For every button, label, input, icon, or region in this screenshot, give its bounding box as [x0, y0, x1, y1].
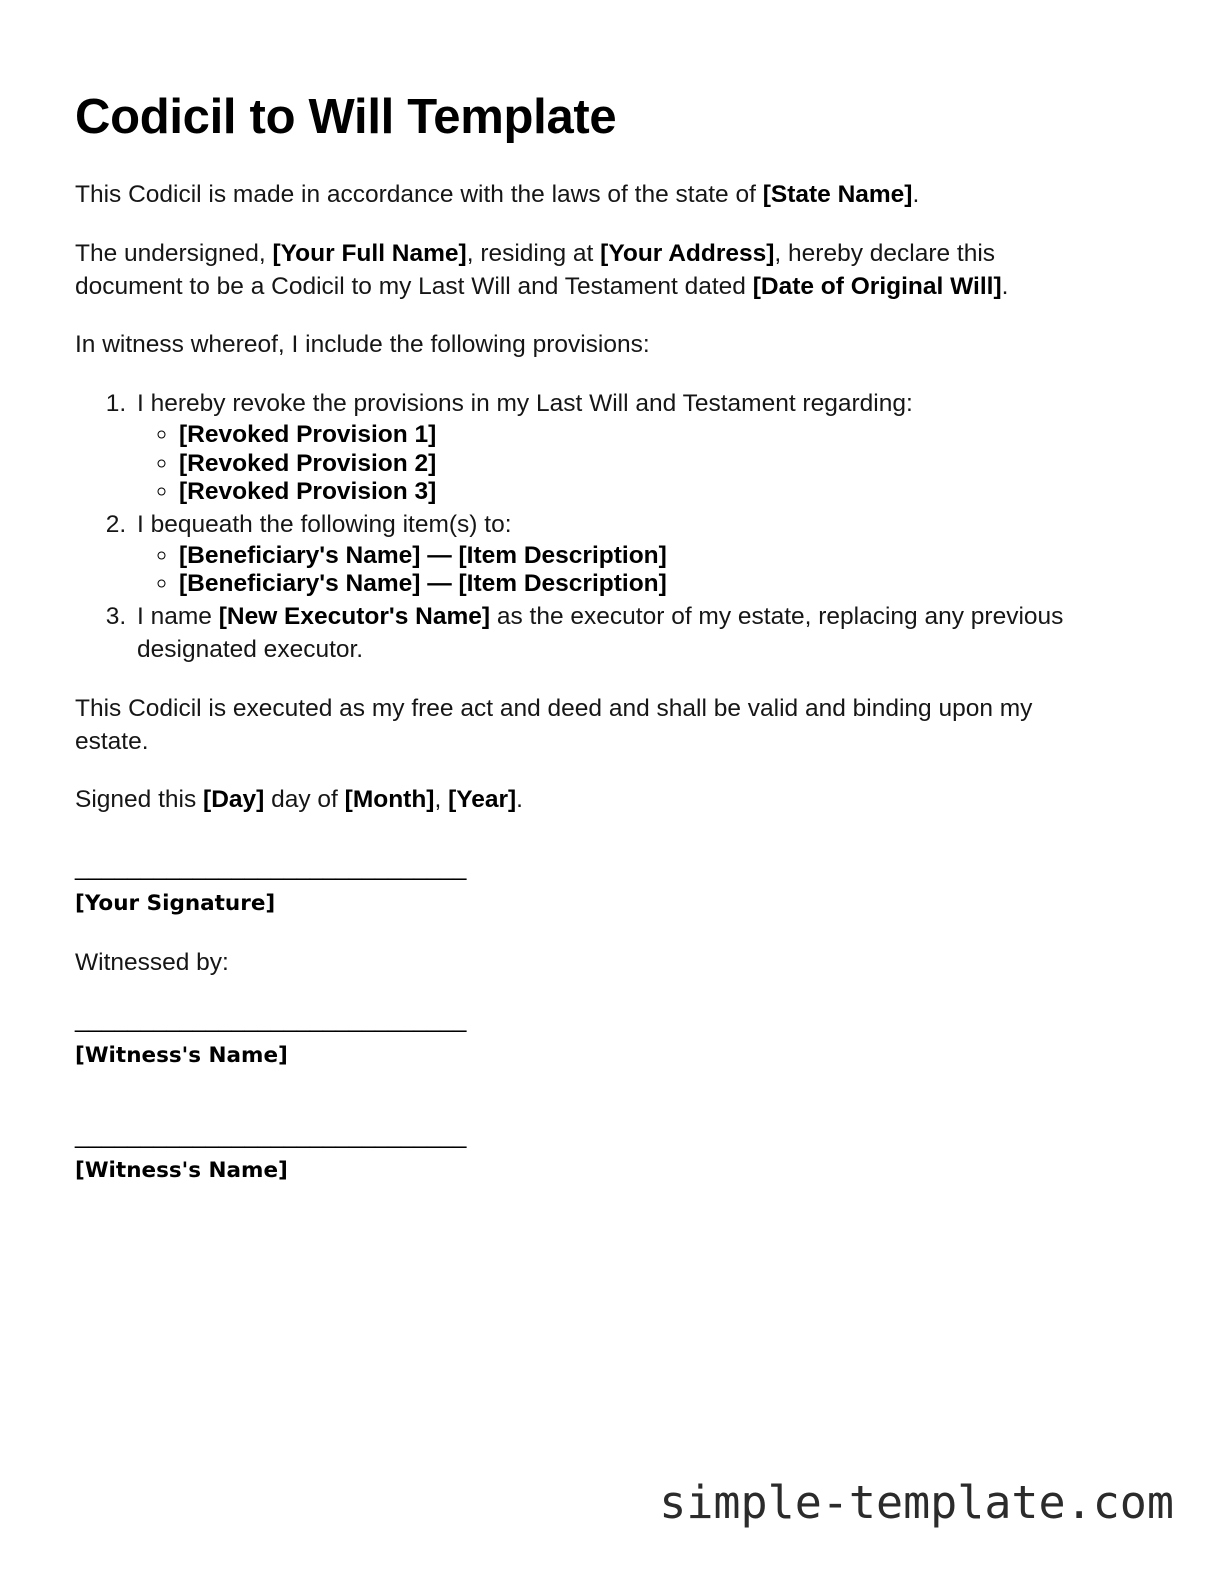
signed-text-2: day of: [264, 786, 345, 814]
placeholder-year: [Year]: [448, 786, 517, 814]
signature-block: [75, 854, 1105, 1184]
list-item: [133, 601, 1105, 667]
placeholder-month: [Month]: [344, 786, 435, 814]
placeholder-your-address: [Your Address]: [600, 239, 775, 267]
placeholder-state-name: [State Name]: [762, 180, 913, 208]
list-item: ◦ [Revoked Provision 3]: [179, 478, 1105, 507]
paragraph-undersigned: [75, 238, 1105, 304]
list-item: ◦ [Revoked Provision 2]: [179, 450, 1105, 479]
provision-text: I hereby revoke the provisions in my Last Will and Testament regarding:: [137, 390, 913, 418]
provisions-list: [75, 388, 1105, 667]
paragraph-witness-whereof: In witness whereof, I include the following provisions:: [75, 331, 650, 359]
placeholder-new-executor-name: [New Executor's Name]: [218, 603, 491, 631]
placeholder-original-will-date: [Date of Original Will]: [752, 272, 1002, 300]
undersigned-text-4: .: [1001, 272, 1009, 300]
list-item: ◦ [Beneficiary's Name] — [Item Description]: [179, 542, 1105, 571]
signature-line: ______________________________: [75, 854, 466, 882]
undersigned-text-1: The undersigned,: [75, 239, 273, 267]
watermark: simple-template.com: [659, 1476, 1174, 1529]
paragraph-state-law: [75, 179, 1105, 212]
signed-text-4: .: [516, 786, 523, 814]
paragraph-signed-date: [75, 784, 1105, 817]
list-item: [133, 509, 1105, 599]
witness-one-line: ______________________________: [75, 1006, 466, 1034]
page-title: Codicil to Will Template: [75, 90, 617, 144]
paragraph-execution: This Codicil is executed as my free act and deed and shall be valid and binding upon my estate.: [75, 694, 1033, 755]
executor-text-pre: I name: [137, 603, 219, 631]
provision-text: I bequeath the following item(s) to:: [137, 510, 512, 538]
state-law-text-post: .: [912, 180, 920, 208]
list-item: ◦ [Beneficiary's Name] — [Item Description]: [179, 570, 1105, 599]
witnessed-by-label: Witnessed by:: [75, 948, 229, 976]
witness-two-line: ______________________________: [75, 1121, 466, 1149]
list-item: ◦ [Revoked Provision 1]: [179, 421, 1105, 450]
placeholder-your-full-name: [Your Full Name]: [272, 239, 467, 267]
witness-one-label: [Witness's Name]: [75, 1042, 288, 1068]
undersigned-text-2: , residing at: [466, 239, 601, 267]
signed-text-1: Signed this: [75, 786, 204, 814]
state-law-text-pre: This Codicil is made in accordance with the laws of the state of: [75, 180, 763, 208]
signature-label: [Your Signature]: [75, 890, 276, 916]
list-item: [133, 388, 1105, 507]
bequest-sublist: [137, 542, 1105, 599]
witness-two-label: [Witness's Name]: [75, 1158, 288, 1184]
placeholder-day: [Day]: [203, 786, 265, 814]
revoked-provisions-sublist: [137, 421, 1105, 507]
undersigned-text-3: , hereby declare this document to be a Codicil to my Last Will and Testament dated: [75, 239, 996, 300]
signed-text-3: ,: [434, 786, 449, 814]
executor-text-post: as the executor of my estate, replacing any previous designated executor.: [137, 603, 1064, 663]
